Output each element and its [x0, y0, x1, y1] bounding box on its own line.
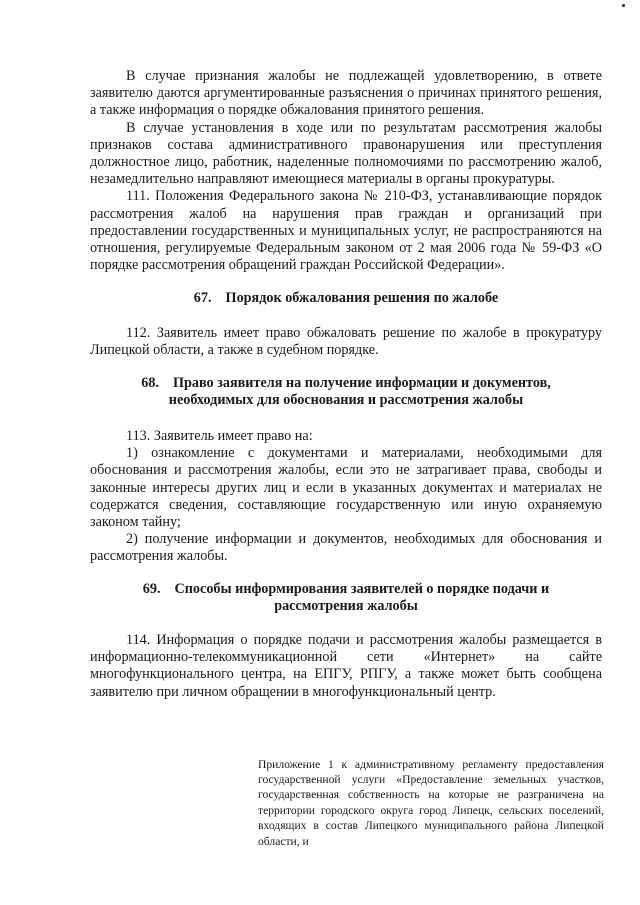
- heading-69-text-1: Способы информирования заявителей о порядке подачи и: [174, 581, 550, 597]
- heading-68-line-1: [90, 375, 602, 392]
- appendix-note: Приложение 1 к административному регламенту предоставления государственной услуги «Предоставление земельных участков, государственная собственность на которые не разграничена на территории городского округа город Липецк, сельских поселений, входящих в состав Липецкого муниципального района Липецкой области, и: [258, 757, 604, 848]
- heading-69-line-1: [90, 581, 602, 598]
- paragraph-refusal: В случае признания жалобы не подлежащей удовлетворению, в ответе заявителю даются аргументированные разъяснения о причинах принятого решения, а также информация о порядке обжалования принятого решения.: [90, 68, 602, 119]
- heading-67-number: 67.: [193, 290, 212, 306]
- heading-67-text: Порядок обжалования решения по жалобе: [225, 290, 499, 306]
- heading-68-line-2: необходимых для обоснования и рассмотрения жалобы: [168, 392, 524, 408]
- list-item-1: 1) ознакомление с документами и материалами, необходимыми для обоснования и рассмотрения жалобы, если это не затрагивает права, свободы и законные интересы других лиц и если в указанных документах и материалах не содержатся сведения, составляющие государственную или иную охраняемую законом тайну;: [90, 445, 602, 531]
- heading-68-text-1: Право заявителя на получение информации и документов,: [172, 375, 551, 391]
- heading-69-number: 69.: [142, 581, 161, 597]
- text-block-top: [90, 68, 602, 274]
- paragraph-112: 112. Заявитель имеет право обжаловать решение по жалобе в прокуратуру Липецкой области, а также в судебном порядке.: [90, 325, 602, 359]
- scan-mark: [622, 4, 625, 7]
- heading-69-line-2: рассмотрения жалобы: [274, 598, 418, 614]
- heading-67: [90, 290, 602, 307]
- text-block-112: [90, 325, 602, 359]
- list-item-2: 2) получение информации и документов, необходимых для обоснования и рассмотрения жалобы.: [90, 531, 602, 565]
- text-block-114: [90, 632, 602, 701]
- text-block-113: [90, 428, 602, 566]
- heading-68-number: 68.: [141, 375, 159, 391]
- paragraph-111: 111. Положения Федерального закона № 210-ФЗ, устанавливающие порядок рассмотрения жалоб на нарушения прав граждан и организаций при предоставлении государственных и муниципальных услуг, не распространяются на отношения, регулируемые Федеральным законом от 2 мая 2006 года № 59-ФЗ «О порядке рассмотрения обращений граждан Российской Федерации».: [90, 188, 602, 274]
- paragraph-114: 114. Информация о порядке подачи и рассмотрения жалобы размещается в информационно-телекоммуникационной сети «Интернет» на сайте многофункционального центра, на ЕПГУ, РПГУ, а также может быть сообщена заявителю при личном обращении в многофункциональный центр.: [90, 632, 602, 700]
- paragraph-violation: В случае установления в ходе или по результатам рассмотрения жалобы признаков состава административного правонарушения или преступления должностное лицо, работник, наделенные полномочиями по рассмотрению жалоб, незамедлительно направляют имеющиеся материалы в органы прокуратуры.: [90, 119, 602, 188]
- paragraph-113: 113. Заявитель имеет право на:: [126, 428, 313, 444]
